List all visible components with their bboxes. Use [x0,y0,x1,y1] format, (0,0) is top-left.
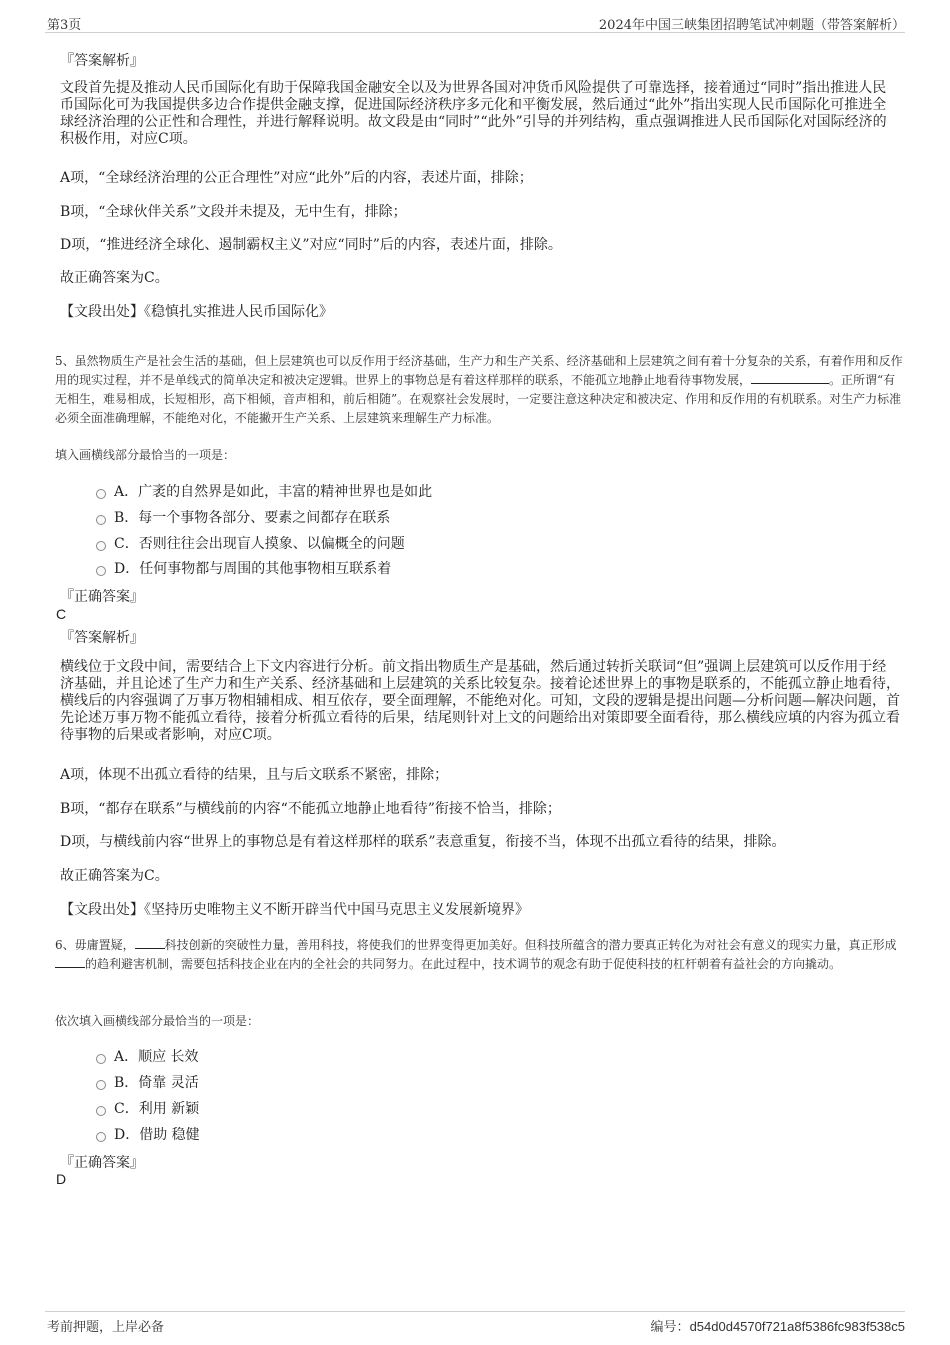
q5-option-c[interactable]: C．否则往往会出现盲人摸象、以偏概全的问题 [96,533,405,553]
q5-option-d[interactable]: D．任何事物都与周围的其他事物相互联系着 [96,558,391,578]
q5-option-a[interactable]: A．广袤的自然界是如此，丰富的精神世界也是如此 [96,481,432,501]
q6-blank-2 [55,955,85,968]
radio-icon[interactable] [96,1080,106,1090]
radio-icon[interactable] [96,1132,106,1142]
q6-option-d[interactable]: D．借助 稳健 [96,1124,200,1144]
q5-source: 【文段出处】《坚持历史唯物主义不断开辟当代中国马克思主义发展新境界》 [60,902,529,918]
document-code: 编号：d54d0d4570f721a8f5386fc983f538c5 [650,1319,905,1335]
page-number: 第3页 [47,18,82,33]
radio-icon[interactable] [96,1054,106,1064]
q5-analysis-label: 『答案解析』 [60,630,144,646]
q5-text-before: 5、虽然物质生产是社会生活的基础，但上层建筑也可以反作用于经济基础，生产力和生产关系、经济基础和上层建筑之间有着十分复杂的关系，有着作用和反作用的现实过程，并不是单线式的简单决定和被决定逻辑。世界上的事物总是有着这样那样的联系，不能孤立地静止地看待事物发展， [55,354,903,387]
q6-option-c[interactable]: C．利用 新颖 [96,1098,199,1118]
q5-conclusion: 故正确答案为C。 [60,868,169,884]
q5-option-b[interactable]: B．每一个事物各部分、要素之间都存在联系 [96,507,390,527]
q4-conclusion: 故正确答案为C。 [60,270,169,286]
q6-option-b[interactable]: B．倚靠 灵活 [96,1072,199,1092]
q5-option-b-note: B项，“都存在联系”与横线前的内容“不能孤立地静止地看待”衔接不恰当，排除； [60,801,561,817]
radio-icon[interactable] [96,515,106,525]
q5-ask: 填入画横线部分最恰当的一项是： [55,448,236,462]
q5-question [55,352,905,428]
radio-icon[interactable] [96,489,106,499]
q4-option-a-note: A项，“全球经济治理的公正合理性”对应“此外”后的内容，表述片面，排除； [60,170,533,186]
q5-blank [751,371,829,384]
radio-icon[interactable] [96,541,106,551]
document-title: 2024年中国三峡集团招聘笔试冲刺题（带答案解析） [598,18,905,33]
q4-analysis-label: 『答案解析』 [60,53,144,69]
q6-ask: 依次填入画横线部分最恰当的一项是： [55,1014,260,1028]
q6-question: 6、毋庸置疑， 科技创新的突破性力量，善用科技，将使我们的世界变得更加美好。但科技所蕴含的潜力要真正转化为对社会有意义的现实力量，真正形成的趋利避害机制，需要包括科技企业在内的全社会的共同努力。在此过程中，技术调节的观念有助于促使科技的杠杆朝着有益社会的方向撬动。 [55,938,897,971]
q6-blank-1 [135,936,165,949]
q4-source: 【文段出处】《稳慎扎实推进人民币国际化》 [60,304,333,320]
q4-option-d-note: D项，“推进经济全球化、遏制霸权主义”对应“同时”后的内容，表述片面，排除。 [60,237,562,253]
q5-option-a-note: A项，体现不出孤立看待的结果，且与后文联系不紧密，排除； [60,767,449,783]
q6-answer: D [56,1171,67,1187]
q4-analysis: 文段首先提及推动人民币国际化有助于保障我国金融安全以及为世界各国对冲货币风险提供了可靠选择，接着通过“同时”指出推进人民币国际化可为我国提供多边合作提供金融支撑，促进国际经济秩序多元化和平衡发展，然后通过“此外”指出实现人民币国际化可推进全球经济治理的公正性和合理性，并进行解释说明。故文段是由“同时”“此外”引导的并列结构，重点强调推进人民币国际化对国际经济的积极作用，对应C项。 [60,80,887,147]
radio-icon[interactable] [96,1106,106,1116]
q5-text-after: 。正所谓“有无相生，难易相成，长短相形，高下相倾，音声相和，前后相随”。在观察社会发展时，一定要注意这种决定和被决定、作用和反作用的有机联系。对生产力标准必须全面准确理解，不能绝对化，不能撇开生产关系、上层建筑来理解生产力标准。 [55,373,902,425]
q6-answer-label: 『正确答案』 [60,1155,144,1171]
radio-icon[interactable] [96,566,106,576]
q4-option-b-note: B项，“全球伙伴关系”文段并未提及，无中生有，排除； [60,204,407,220]
q5-answer: C [56,606,67,622]
q5-analysis: 横线位于文段中间，需要结合上下文内容进行分析。前文指出物质生产是基础，然后通过转折关联词“但”强调上层建筑可以反作用于经济基础，并且论述了生产力和生产关系、经济基础和上层建筑的关系比较复杂。接着论述世界上的事物是联系的，不能孤立静止地看待，横线后的内容强调了万事万物相辅相成、相互依存，要全面理解，不能绝对化。可知，文段的逻辑是提出问题—分析问题—解决问题，首先论述万事万物不能孤立看待，接着分析孤立看待的后果，结尾则针对上文的问题给出对策即要全面看待，那么横线应填的内容为孤立看待事物的后果或者影响，对应C项。 [60,659,900,743]
q5-option-d-note: D项，与横线前内容“世界上的事物总是有着这样那样的联系”表意重复，衔接不当，体现不出孤立看待的结果，排除。 [60,834,786,850]
footer-slogan: 考前押题，上岸必备 [47,1320,165,1335]
page-footer [45,1311,905,1334]
q6-option-a[interactable]: A．顺应 长效 [96,1046,199,1066]
q5-answer-label: 『正确答案』 [60,589,144,605]
page-header [45,10,905,33]
